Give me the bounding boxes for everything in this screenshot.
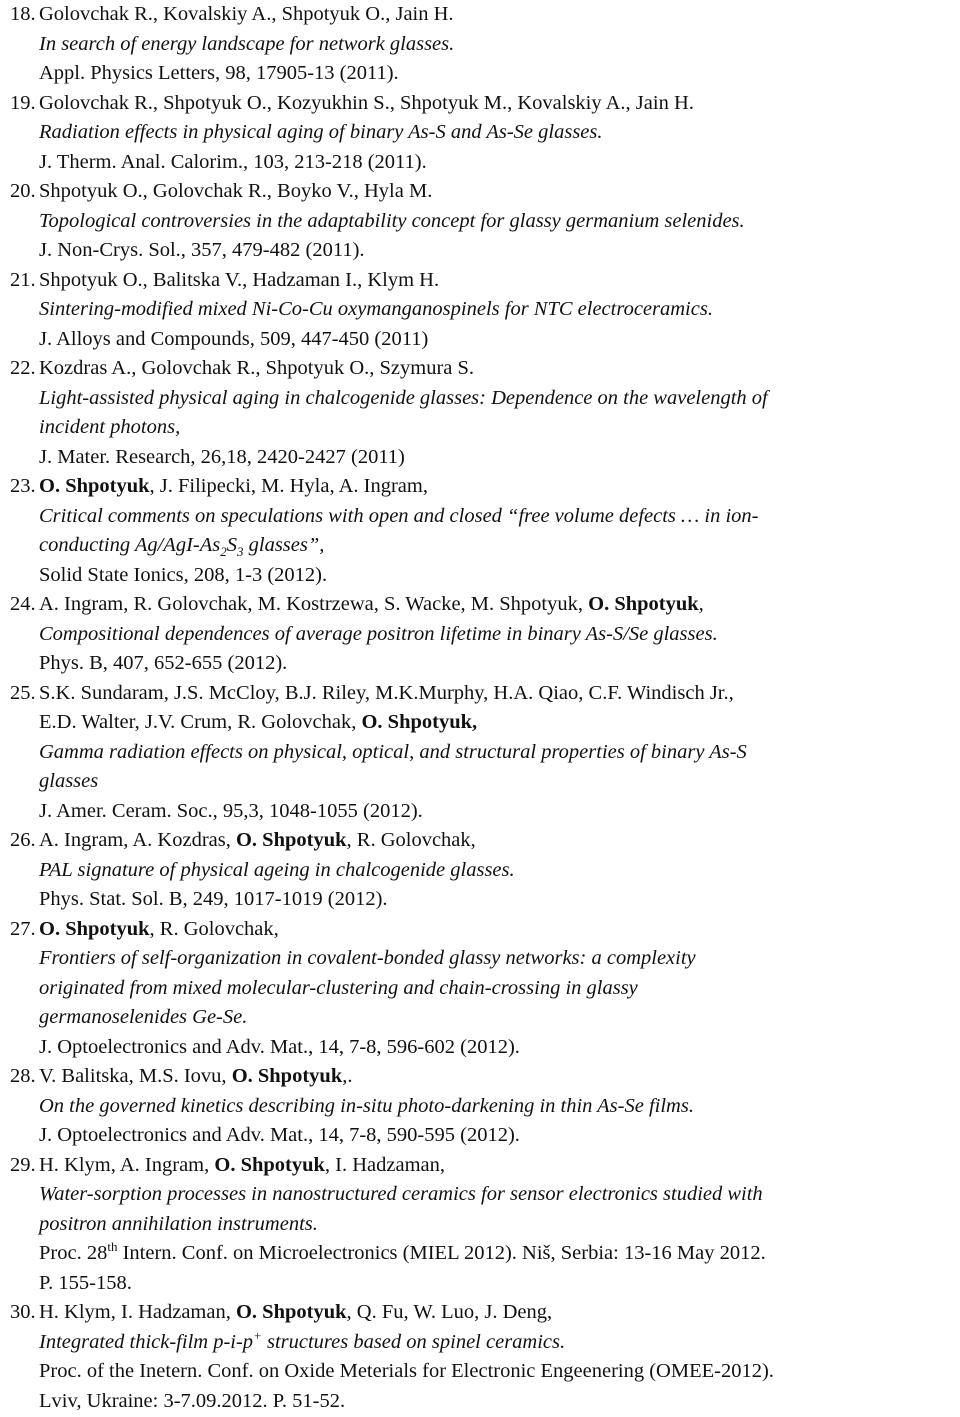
reference-title-text: S [226,534,237,556]
reference-text: A. Ingram, A. Kozdras, [39,829,236,851]
reference-first-line [10,1064,352,1088]
reference-title-text: Topological controversies in the adaptability concept for glassy germanium selenides. [39,209,745,232]
author-highlight: O. Shpotyuk, [361,711,478,733]
reference-title-text: germanoselenides Ge-Se. [39,1006,248,1028]
reference-number: 29. [10,1153,36,1176]
reference-text: J. Non-Crys. Sol., 357, 479-482 (2011). [39,239,365,261]
reference-line [10,946,696,970]
reference-title-text: 3 [237,544,244,560]
reference-text: Lviv, Ukraine: 3-7.09.2012. P. 51-52. [39,1389,346,1412]
reference-line [10,1123,520,1147]
reference-line [10,297,713,321]
reference-line [10,150,427,174]
reference-line [10,120,603,144]
reference-first-line [10,474,428,498]
reference-text: th [107,1239,118,1255]
reference-title-text: Water-sorption processes in nanostructured ceramics for sensor electronics studied with [39,1183,763,1205]
reference-text: V. Balitska, M.S. Iovu, [39,1065,232,1087]
reference-text: J. Optoelectronics and Adv. Mat., 14, 7-8, 590-595 (2012). [39,1124,520,1146]
reference-number: 26. [10,829,36,851]
reference-text: E.D. Walter, J.V. Crum, R. Golovchak, [39,711,362,733]
author-highlight: O. Shpotyuk [588,593,699,615]
reference-line [10,651,287,675]
reference-line [10,61,399,85]
reference-number: 27. [10,917,36,940]
reference-text: , [698,593,704,615]
reference-text: J. Mater. Research, 26,18, 2420-2427 (2011) [39,445,405,468]
author-highlight: O. Shpotyuk [231,1065,343,1087]
reference-title-text: PAL signature of physical ageing in chalcogenide glasses. [39,858,515,881]
reference-first-line [10,1153,445,1177]
reference-text: Kozdras A., Golovchak R., Shpotyuk O., Szymura S. [39,357,475,379]
reference-text: , R. Golovchak, [346,829,476,851]
reference-text: Shpotyuk O., Balitska V., Hadzaman I., Klym H. [39,268,440,291]
reference-title-text: glasses [39,770,99,792]
reference-line [10,504,758,528]
reference-number: 22. [10,357,36,379]
author-highlight: O. Shpotyuk [39,917,150,940]
reference-line [10,238,365,262]
reference-number: 28. [10,1065,36,1087]
reference-line [10,32,454,56]
reference-line [10,1271,132,1295]
reference-line [10,327,428,351]
reference-text: , Q. Fu, W. Luo, J. Deng, [346,1301,553,1323]
reference-title-text: + [253,1327,262,1343]
reference-first-line [10,356,474,380]
reference-text: J. Alloys and Compounds, 509, 447-450 (2011) [39,327,429,350]
reference-first-line [10,91,694,115]
reference-text: J. Therm. Anal. Calorim., 103, 213-218 (2011). [39,150,427,173]
reference-line [10,710,477,734]
reference-line [10,386,768,410]
reference-line [10,1241,766,1265]
reference-number: 21. [10,268,36,291]
reference-text: J. Amer. Ceram. Soc., 95,3, 1048-1055 (2012). [39,799,423,822]
reference-title-text: Integrated thick-film p-i-p [39,1330,254,1353]
reference-line [10,1327,566,1354]
reference-line [10,1389,345,1413]
reference-text: Phys. B, 407, 652-655 (2012). [39,652,288,674]
reference-first-line [10,2,454,26]
reference-number: 19. [10,91,36,114]
reference-first-line [10,592,704,616]
reference-title-text: Frontiers of self-organization in covalent-bonded glassy networks: a complexity [39,947,696,969]
reference-text: A. Ingram, R. Golovchak, M. Kostrzewa, S. Wacke, M. Shpotyuk, [39,593,589,615]
reference-text: S.K. Sundaram, J.S. McCloy, B.J. Riley, M.K.Murphy, H.A. Qiao, C.F. Windisch Jr., [39,681,734,704]
reference-title-text: Compositional dependences of average positron lifetime in binary As-S/Se glasses. [39,622,718,645]
reference-line [10,769,98,793]
reference-text: Shpotyuk O., Golovchak R., Boyko V., Hyla M. [39,180,433,202]
reference-title-text: Radiation effects in physical aging of binary As-S and As-Se glasses. [39,121,603,143]
reference-text: , J. Filipecki, M. Hyla, A. Ingram, [149,475,428,497]
reference-line [10,1212,318,1236]
reference-line [10,799,423,823]
reference-title-text: Sintering-modified mixed Ni-Co-Cu oxymanganospinels for NTC electroceramics. [39,298,713,320]
reference-text: Golovchak R., Kovalskiy A., Shpotyuk O., Jain H. [39,3,454,25]
reference-number: 25. [10,681,36,704]
reference-first-line [10,1300,552,1324]
reference-title-text: On the governed kinetics describing in-situ photo-darkening in thin As-Se films. [39,1094,694,1117]
reference-title-text: incident photons, [39,416,181,438]
reference-text: Proc. 28 [39,1242,108,1264]
reference-text: , I. Hadzaman, [324,1153,446,1176]
reference-title-text: In search of energy landscape for network glasses. [39,32,455,55]
reference-title-text: Gamma radiation effects on physical, optical, and structural properties of binary As-S [39,740,747,763]
reference-first-line [10,681,734,705]
reference-text: , R. Golovchak, [149,917,279,940]
reference-text: Appl. Physics Letters, 98, 17905-13 (2011). [39,62,399,84]
reference-text: Intern. Conf. on Microelectronics (MIEL 2012). Niš, Serbia: 13-16 May 2012. [117,1242,766,1264]
author-highlight: O. Shpotyuk [235,829,347,851]
reference-text: Golovchak R., Shpotyuk O., Kozyukhin S., Shpotyuk M., Kovalskiy A., Jain H. [39,91,694,114]
reference-line [10,1035,520,1059]
reference-number: 30. [10,1301,36,1323]
reference-line [10,1182,763,1206]
reference-title-text: originated from mixed molecular-clustering and chain-crossing in glassy [39,976,638,999]
reference-line [10,887,388,911]
reference-text: Solid State Ionics, 208, 1-3 (2012). [39,563,328,586]
reference-line [10,563,327,587]
reference-text: ,. [342,1065,353,1087]
author-highlight: O. Shpotyuk [235,1301,347,1323]
reference-line [10,209,745,233]
reference-first-line [10,828,476,852]
reference-number: 18. [10,3,36,25]
reference-first-line [10,917,279,941]
reference-line [10,1359,774,1383]
reference-text: H. Klym, A. Ingram, [39,1153,215,1176]
reference-line [10,1094,694,1118]
reference-text: J. Optoelectronics and Adv. Mat., 14, 7-8, 596-602 (2012). [39,1035,520,1058]
reference-line [10,415,180,439]
reference-first-line [10,268,439,292]
reference-line [10,1005,247,1029]
reference-text: H. Klym, I. Hadzaman, [39,1301,236,1323]
reference-title-text: positron annihilation instruments. [39,1212,318,1235]
reference-number: 24. [10,593,36,615]
reference-line [10,445,405,469]
reference-line [10,976,638,1000]
reference-number: 23. [10,475,36,497]
reference-title-text: Light-assisted physical aging in chalcogenide glasses: Dependence on the wavelength of [39,386,768,409]
reference-line [10,533,325,560]
reference-number: 20. [10,180,36,202]
reference-title-text: conducting Ag/AgI-As [39,534,221,556]
reference-title-text: structures based on spinel ceramics. [261,1330,566,1353]
reference-title-text: glasses”, [243,534,325,556]
reference-line [10,858,515,882]
reference-title-text: Critical comments on speculations with open and closed “free volume defects … in ion- [39,504,759,527]
reference-title-text: 2 [220,544,227,560]
reference-text: P. 155-158. [39,1271,132,1294]
reference-text: Phys. Stat. Sol. B, 249, 1017-1019 (2012). [39,888,388,910]
author-highlight: O. Shpotyuk [39,475,150,497]
reference-line [10,622,718,646]
reference-text: Proc. of the Inetern. Conf. on Oxide Meterials for Electronic Engeenering (OMEE-2012). [39,1360,774,1382]
reference-first-line [10,179,432,203]
author-highlight: O. Shpotyuk [214,1153,325,1176]
reference-line [10,740,747,764]
